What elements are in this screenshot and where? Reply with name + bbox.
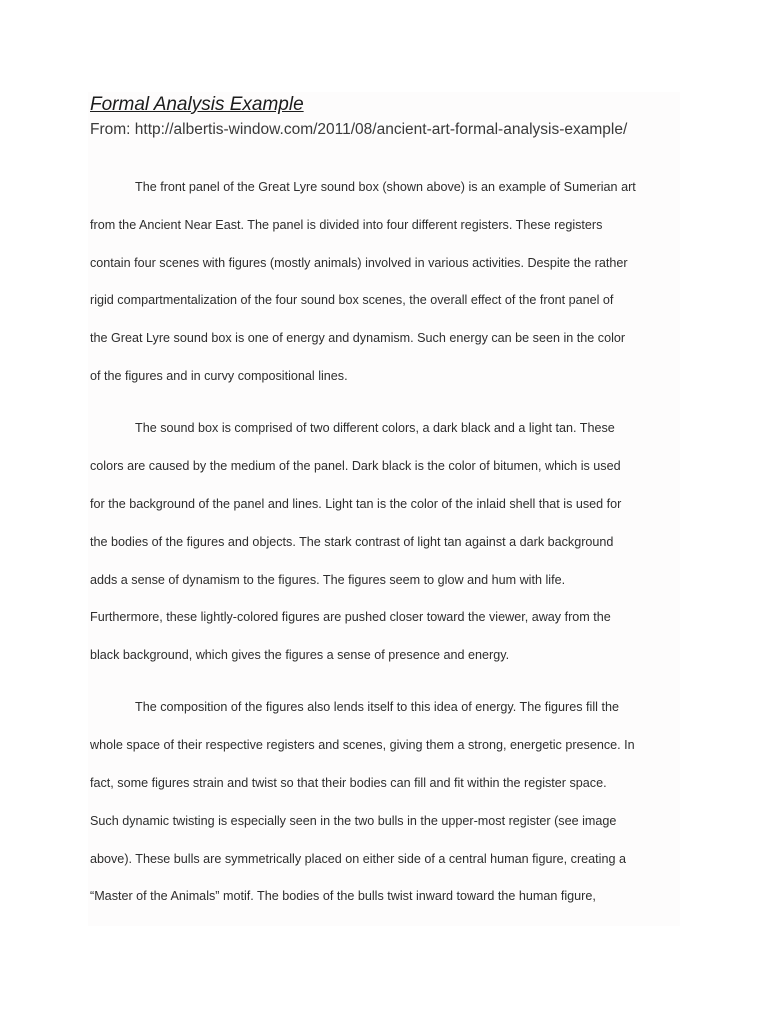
- paragraph-line: whole space of their respective registers and scenes, giving them a strong, energetic presence. In: [90, 738, 635, 752]
- paragraph-line: the bodies of the figures and objects. The stark contrast of light tan against a dark background: [90, 535, 614, 549]
- paragraph-line: Such dynamic twisting is especially seen in the two bulls in the upper-most register (see image: [90, 814, 617, 828]
- paragraph-line: contain four scenes with figures (mostly animals) involved in various activities. Despite the rather: [90, 256, 628, 270]
- paragraph-line: fact, some figures strain and twist so that their bodies can fill and fit within the register space.: [90, 776, 607, 790]
- paragraph-line: black background, which gives the figures a sense of presence and energy.: [90, 648, 510, 662]
- paragraph-line: of the figures and in curvy compositional lines.: [90, 369, 348, 383]
- paragraph-line: for the background of the panel and lines. Light tan is the color of the inlaid shell that is used for: [90, 497, 622, 511]
- paragraph-line: The sound box is comprised of two different colors, a dark black and a light tan. These: [135, 421, 615, 435]
- paragraph-line: rigid compartmentalization of the four sound box scenes, the overall effect of the front panel of: [90, 293, 614, 307]
- paragraph-line: colors are caused by the medium of the panel. Dark black is the color of bitumen, which is used: [90, 459, 621, 473]
- document-title: Formal Analysis Example: [90, 94, 304, 115]
- source-url: From: http://albertis-window.com/2011/08/ancient-art-formal-analysis-example/: [90, 121, 628, 138]
- document-content: [88, 92, 680, 926]
- paragraph-line: The composition of the figures also lends itself to this idea of energy. The figures fill the: [135, 700, 619, 714]
- paragraph-line: above). These bulls are symmetrically placed on either side of a central human figure, creating a: [90, 852, 626, 866]
- paragraph-line: The front panel of the Great Lyre sound box (shown above) is an example of Sumerian art: [135, 180, 636, 194]
- paragraph-line: “Master of the Animals” motif. The bodies of the bulls twist inward toward the human figure,: [90, 889, 596, 903]
- paragraph-line: the Great Lyre sound box is one of energy and dynamism. Such energy can be seen in the color: [90, 331, 626, 345]
- paragraph-line: adds a sense of dynamism to the figures. The figures seem to glow and hum with life.: [90, 573, 566, 587]
- paragraph-line: Furthermore, these lightly-colored figures are pushed closer toward the viewer, away from the: [90, 610, 611, 624]
- paragraph-line: from the Ancient Near East. The panel is divided into four different registers. These registers: [90, 218, 603, 232]
